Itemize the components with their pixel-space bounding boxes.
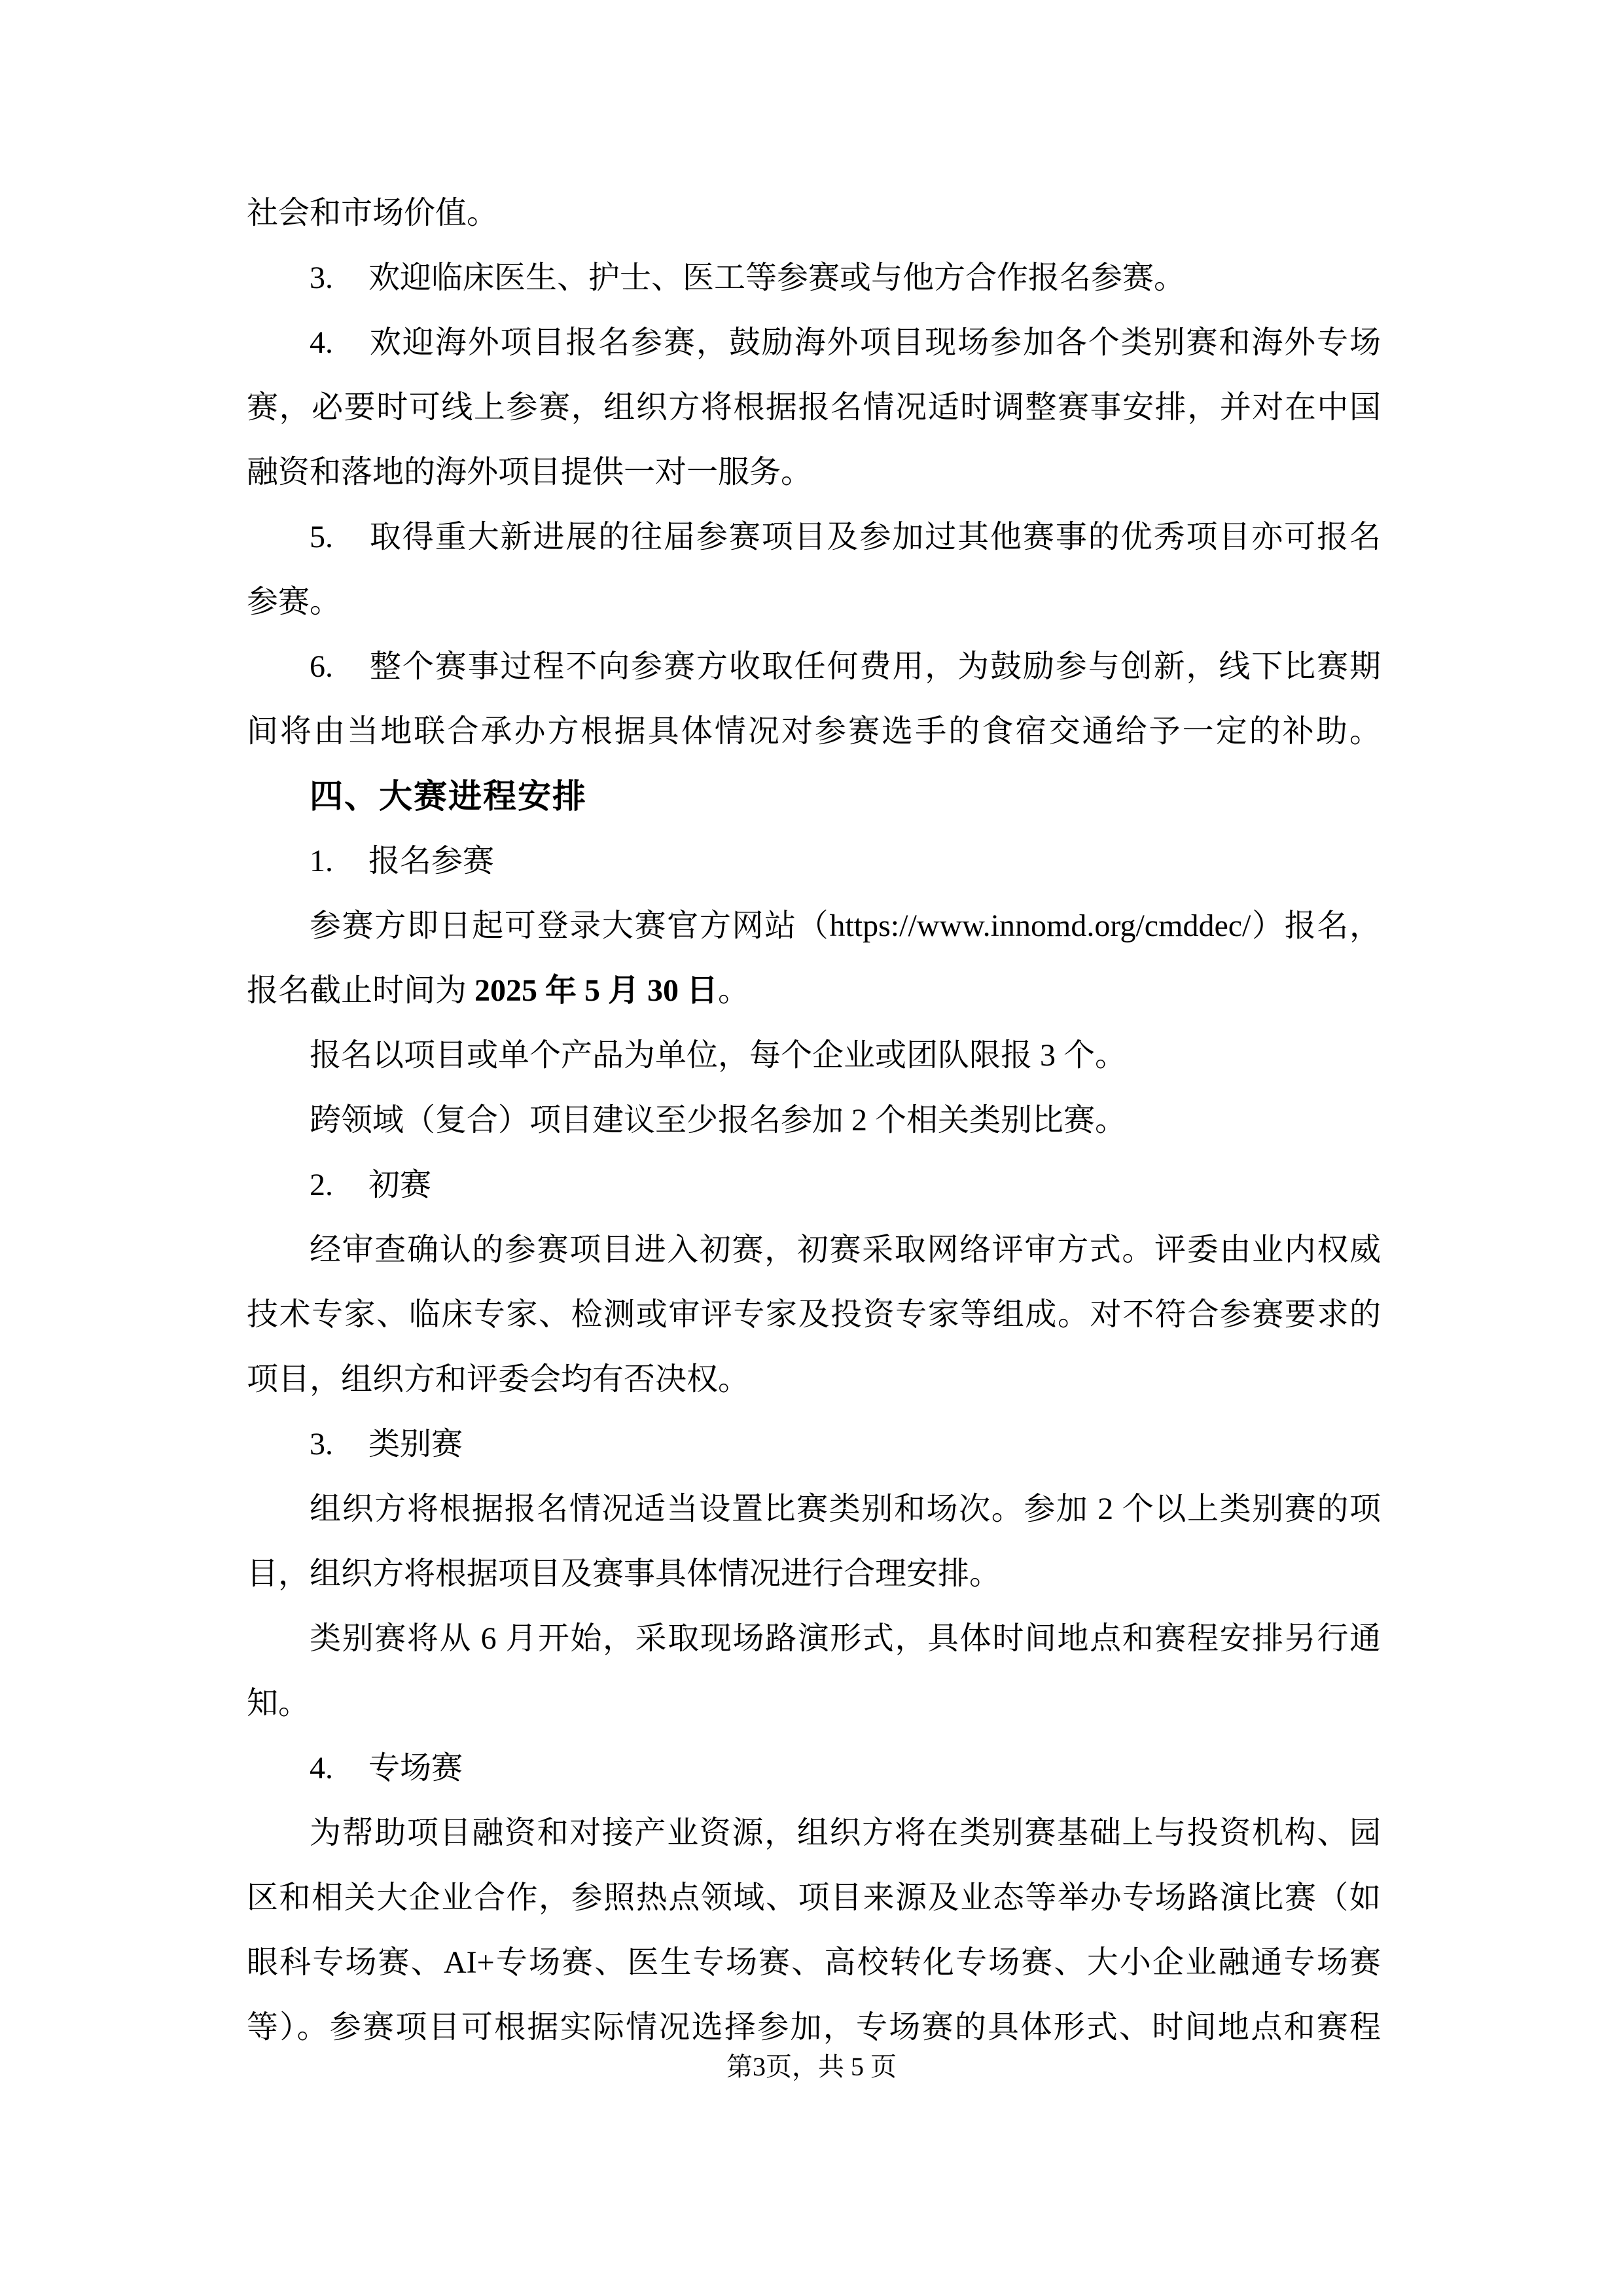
list-item-5 <box>247 505 1381 569</box>
page-footer <box>0 2047 1623 2087</box>
doc-line <box>247 1541 1381 1606</box>
doc-line <box>247 1088 1381 1153</box>
doc-line <box>247 1606 1381 1671</box>
line-text: 类别赛 <box>368 1427 463 1462</box>
doc-line <box>247 181 1381 245</box>
line-text: 间将由当地联合承办方根据具体情况对参赛选手的食宿交通给予一定的补助。 <box>247 714 1381 749</box>
sub-item-3-category <box>247 1412 1381 1477</box>
line-text: 专场赛 <box>368 1751 463 1785</box>
doc-line <box>247 1671 1381 1736</box>
line-text: 欢迎临床医生、护士、医工等参赛或与他方合作报名参赛。 <box>368 260 1186 295</box>
line-text: 眼科专场赛、AI+专场赛、医生专场赛、高校转化专场赛、大小企业融通专场赛 <box>247 1945 1381 1980</box>
line-text: 目，组织方将根据项目及赛事具体情况进行合理安排。 <box>247 1556 1001 1591</box>
line-text: 赛，必要时可线上参赛，组织方将根据报名情况适时调整赛事安排，并对在中国 <box>247 390 1381 425</box>
list-item-4 <box>247 310 1381 375</box>
line-text: 类别赛将从 6 月开始，采取现场路演形式，具体时间地点和赛程安排另行通 <box>310 1621 1381 1656</box>
item-number: 3. <box>310 1427 333 1462</box>
item-number: 4. <box>310 325 333 360</box>
doc-line <box>247 1217 1381 1282</box>
line-text: 报名以项目或单个产品为单位，每个企业或团队限报 3 个。 <box>310 1038 1127 1073</box>
doc-line <box>247 1023 1381 1088</box>
line-text: 社会和市场价值。 <box>247 196 499 230</box>
doc-line <box>247 569 1381 634</box>
line-text: 项目，组织方和评委会均有否决权。 <box>247 1362 750 1397</box>
line-text: 欢迎海外项目报名参赛，鼓励海外项目现场参加各个类别赛和海外专场 <box>368 325 1381 360</box>
heading-text: 四、大赛进程安排 <box>310 778 588 815</box>
doc-line <box>247 1801 1381 1865</box>
item-number: 2. <box>310 1168 333 1202</box>
doc-line <box>247 1477 1381 1541</box>
item-number: 3. <box>310 260 333 295</box>
list-item-6 <box>247 634 1381 699</box>
line-text: 经审查确认的参赛项目进入初赛，初赛采取网络评审方式。评委由业内权威 <box>310 1232 1381 1267</box>
page-number-text: 第3页，共 5 页 <box>726 2052 897 2081</box>
sub-item-4-special <box>247 1736 1381 1801</box>
line-text: 融资和落地的海外项目提供一对一服务。 <box>247 455 813 490</box>
line-text: 参赛方即日起可登录大赛官方网站（https://www.innomd.org/cmddec/）报名， <box>310 908 1381 943</box>
deadline-date: 2025 年 5 月 30 日 <box>474 973 719 1008</box>
sub-item-1-signup <box>247 829 1381 893</box>
doc-line <box>247 1930 1381 1995</box>
sub-item-2-preliminary <box>247 1153 1381 1217</box>
doc-line-website <box>247 893 1381 958</box>
line-text: 跨领域（复合）项目建议至少报名参加 2 个相关类别比赛。 <box>310 1103 1127 1138</box>
doc-line <box>247 1282 1381 1347</box>
line-text: 报名参赛 <box>368 844 495 878</box>
line-text: 。 <box>718 973 750 1008</box>
list-item-3 <box>247 245 1381 310</box>
doc-line <box>247 440 1381 505</box>
line-text: 组织方将根据报名情况适当设置比赛类别和场次。参加 2 个以上类别赛的项 <box>310 1492 1381 1526</box>
item-number: 6. <box>310 649 333 684</box>
line-text: 技术专家、临床专家、检测或审评专家及投资专家等组成。对不符合参赛要求的 <box>247 1297 1381 1332</box>
line-text: 知。 <box>247 1686 310 1721</box>
line-text: 为帮助项目融资和对接产业资源，组织方将在类别赛基础上与投资机构、园 <box>310 1816 1381 1850</box>
doc-line <box>247 1865 1381 1930</box>
line-text: 初赛 <box>368 1168 432 1202</box>
item-number: 1. <box>310 844 333 878</box>
line-text: 区和相关大企业合作，参照热点领域、项目来源及业态等举办专场路演比赛（如 <box>247 1880 1381 1915</box>
line-text: 等）。参赛项目可根据实际情况选择参加，专场赛的具体形式、时间地点和赛程 <box>247 2010 1381 2045</box>
item-number: 5. <box>310 520 333 554</box>
doc-line <box>247 375 1381 440</box>
doc-line <box>247 699 1381 764</box>
line-text: 取得重大新进展的往届参赛项目及参加过其他赛事的优秀项目亦可报名 <box>368 520 1381 554</box>
page-content <box>247 181 1381 2060</box>
section-heading-4 <box>247 764 1381 829</box>
doc-line-deadline <box>247 958 1381 1023</box>
item-number: 4. <box>310 1751 333 1785</box>
doc-line <box>247 1347 1381 1412</box>
line-text: 报名截止时间为 <box>247 973 475 1008</box>
line-text: 参赛。 <box>247 584 342 619</box>
line-text: 整个赛事过程不向参赛方收取任何费用，为鼓励参与创新，线下比赛期 <box>368 649 1381 684</box>
